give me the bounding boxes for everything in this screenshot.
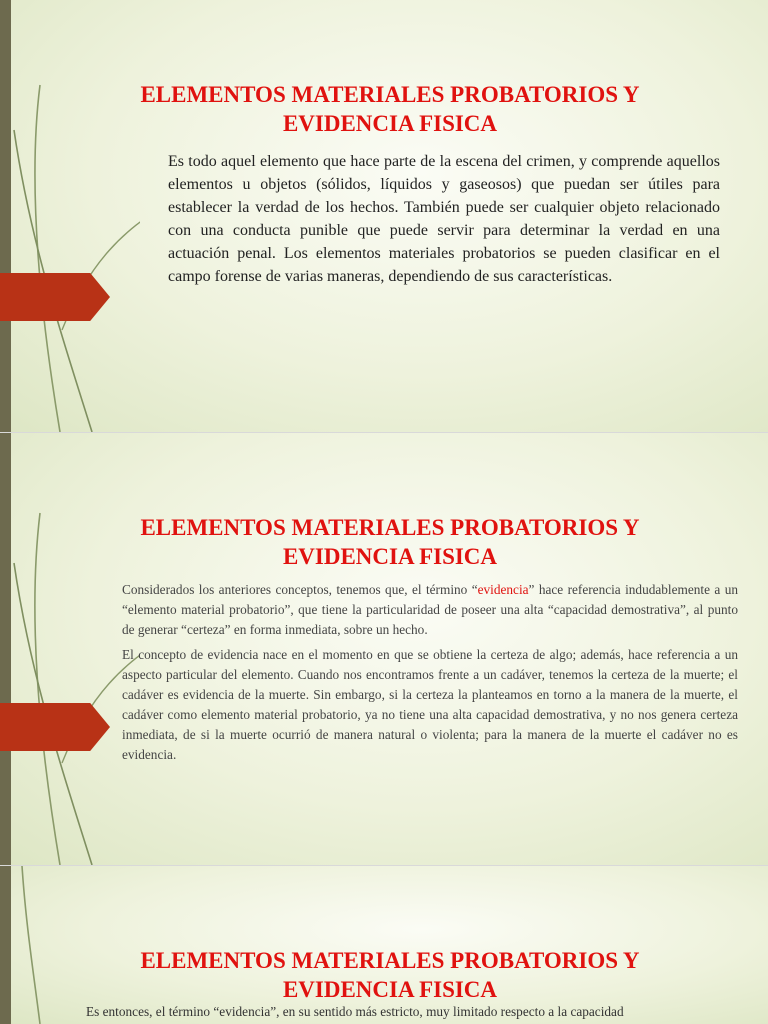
- paragraph-1-end: ” hace referencia indudablemente a un “elemento material probatorio”, que tiene la particularidad de poseer una alta “capacidad demostrativa”, al punto de generar “certeza” en forma inmediata, sobre un hecho.: [122, 582, 738, 637]
- paragraph-1-start: Considerados los anteriores conceptos, tenemos que, el término “: [122, 582, 478, 597]
- title-line-1: ELEMENTOS MATERIALES PROBATORIOS Y: [140, 82, 640, 107]
- title-line-1: ELEMENTOS MATERIALES PROBATORIOS Y: [140, 948, 640, 973]
- slide-2: [0, 433, 768, 865]
- red-arrow-marker: [0, 273, 110, 321]
- slide-title: [60, 80, 720, 138]
- paragraph-2: El concepto de evidencia nace en el momento en que se obtiene la certeza de algo; además, hace referencia a un aspecto particular del elemento. Cuando nos encontramos frente a un cadáver, tenemos la certeza de la muerte; el cadáver es evidencia de la muerte. Sin embargo, si la certeza la planteamos en torno a la manera de la muerte, el cadáver como elemento material probatorio, ya no tiene una alta capacidad demostrativa, y no nos genera certeza inmediata, de si la muerte ocurrió de manera natural o violenta; para la manera de la muerte el cadáver no es evidencia.: [122, 647, 738, 762]
- slide-3: [0, 866, 768, 1024]
- highlighted-term: evidencia: [477, 582, 529, 597]
- slide-body-text: Es todo aquel elemento que hace parte de la escena del crimen, y comprende aquellos elementos u objetos (sólidos, líquidos y gaseosos) que puedan ser útiles para establecer la verdad de los hechos. También puede ser cualquier objeto relacionado con una conducta punible que puede servir para determinar la verdad en una actuación penal. Los elementos materiales probatorios se pueden clasificar en el campo forense de varias maneras, dependiendo de sus características.: [168, 153, 720, 285]
- title-line-2: EVIDENCIA FISICA: [282, 111, 498, 136]
- decorative-stems: [0, 0, 140, 432]
- slide-title: [60, 513, 720, 571]
- slide-title: [60, 946, 720, 1004]
- title-line-2: EVIDENCIA FISICA: [282, 977, 498, 1002]
- slide-body-text: Es entonces, el término “evidencia”, en su sentido más estricto, muy limitado respecto a la capacidad: [86, 1004, 624, 1019]
- decorative-stems: [0, 433, 140, 865]
- slide-1: [0, 0, 768, 432]
- slide-body-text: [122, 580, 738, 770]
- paragraph-1: [122, 580, 738, 640]
- red-arrow-marker: [0, 703, 110, 751]
- title-line-2: EVIDENCIA FISICA: [282, 544, 498, 569]
- title-line-1: ELEMENTOS MATERIALES PROBATORIOS Y: [140, 515, 640, 540]
